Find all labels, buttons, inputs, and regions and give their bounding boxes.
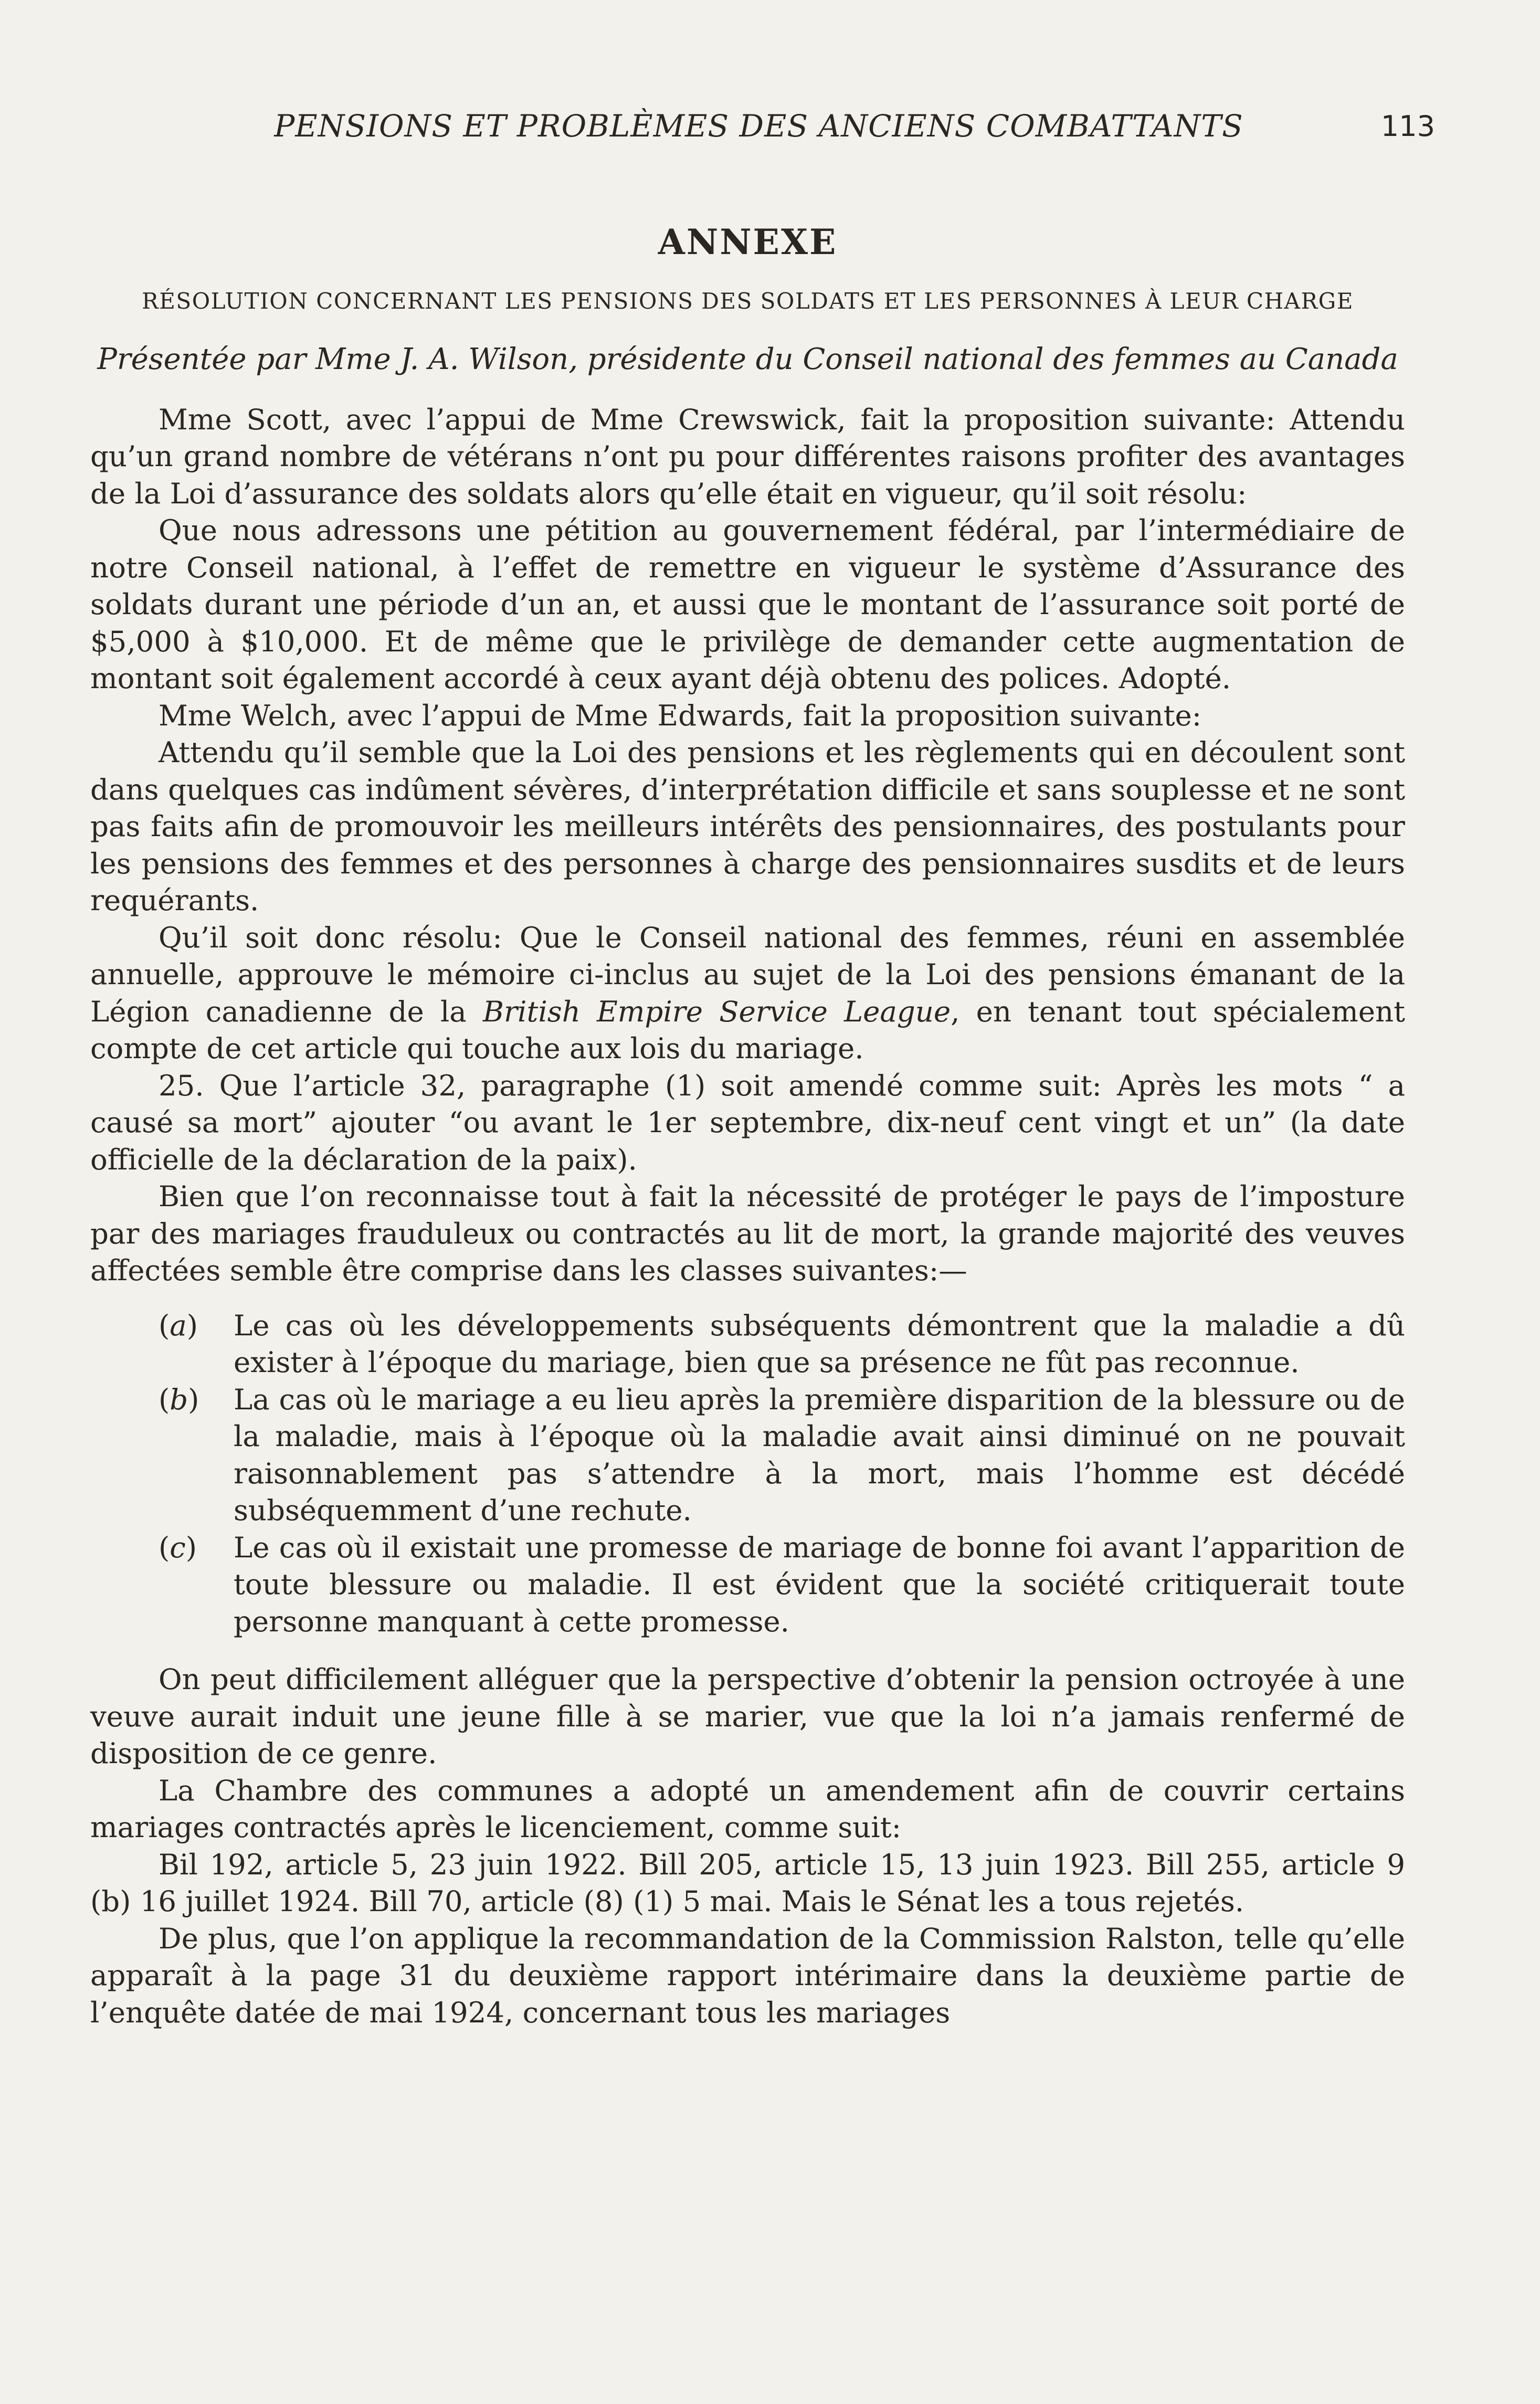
list-marker: (b) — [159, 1382, 199, 1416]
list-item-text: Le cas où il existait une promesse de mariage de bonne foi avant l’apparition de toute blessure ou maladie. Il est évident que la société critiquerait toute personne manquant à cette promesse. — [234, 1530, 1405, 1638]
list-marker: (a) — [159, 1308, 198, 1342]
paragraph: Mme Scott, avec l’appui de Mme Crewswick, fait la proposition suivante: Attendu qu’un grand nombre de vétérans n’ont pu pour différentes raisons profiter des avantages de la Loi d’assurance des soldats alors qu’elle était en vigueur, qu’il soit résolu: — [90, 402, 1405, 510]
league-text-after: , en tenant tout spécialement compte de cet article qui touche aux lois du mariage. — [90, 994, 1406, 1066]
running-header — [89, 100, 1451, 152]
league-text-before: Qu’il soit donc résolu: Que le Conseil national des femmes, réuni en assemblée annuelle, approuve le mémoire ci-inclus au sujet de la Loi des pensions émanant de la Légion canadienne de la — [90, 920, 1405, 1028]
paragraph: Bil 192, article 5, 23 juin 1922. Bill 205, article 15, 13 juin 1923. Bill 255, article 9 (b) 16 juillet 1924. Bill 70, article (8) (1) 5 mai. Mais le Sénat les a tous rejetés. — [90, 1847, 1405, 1918]
paragraph: Que nous adressons une pétition au gouvernement fédéral, par l’intermédiaire de notre Conseil national, à l’effet de remettre en vigueur le système d’Assurance des soldats durant une période d’un an, et aussi que le montant de l’assurance soit porté de $5,000 à $10,000. Et de même que le privilège de demander cette augmentation de montant soit également accordé à ceux ayant déjà obtenu des polices. Adopté. — [90, 513, 1405, 695]
list-item — [90, 1529, 1405, 1640]
paragraph: Mme Welch, avec l’appui de Mme Edwards, fait la proposition suivante: — [159, 698, 1202, 732]
annex-title: ANNEXE — [658, 222, 838, 262]
paragraph-league — [90, 919, 1405, 1067]
paragraph: De plus, que l’on applique la recommandation de la Commission Ralston, telle qu’elle apparaît à la page 31 du deuxième rapport intérimaire dans la deuxième partie de l’enquête datée de mai 1924, concernant tous les mariages — [90, 1921, 1405, 2029]
list-item-text: La cas où le mariage a eu lieu après la première disparition de la blessure ou de la maladie, mais à l’époque où la maladie avait ainsi diminué on ne pouvait raisonnablement pas s’attendre à la mort, mais l’homme est décédé subséquemment d’une rechute. — [234, 1382, 1405, 1527]
list-marker: (c) — [159, 1530, 197, 1564]
list-item-text: Le cas où les développements subséquents démontrent que la maladie a dû exister à l’époque du mariage, bien que sa présence ne fût pas reconnue. — [234, 1308, 1405, 1379]
list-item — [90, 1381, 1405, 1529]
resolution-title: RÉSOLUTION CONCERNANT LES PENSIONS DES SOLDATS ET LES PERSONNES À LEUR CHARGE — [142, 288, 1354, 314]
list-item — [90, 1307, 1405, 1381]
paragraph: 25. Que l’article 32, paragraphe (1) soit amendé comme suit: Après les mots “ a causé sa mort” ajouter “ou avant le 1er septembre, dix-neuf cent vingt et un” (la date officielle de la déclaration de la paix). — [90, 1068, 1405, 1176]
body-text — [90, 223, 1405, 2031]
running-title: PENSIONS ET PROBLÈMES DES ANCIENS COMBATTANTS — [274, 108, 1243, 144]
page-number: 113 — [1380, 109, 1435, 143]
paragraph: La Chambre des communes a adopté un amendement afin de couvrir certains mariages contractés après le licenciement, comme suit: — [90, 1773, 1405, 1844]
presented-by-line: Présentée par Mme J. A. Wilson, présidente du Conseil national des femmes au Canada — [97, 342, 1398, 376]
paragraph: On peut difficilement alléguer que la perspective d’obtenir la pension octroyée à une veuve aurait induit une jeune fille à se marier, vue que la loi n’a jamais renfermé de disposition de ce genre. — [90, 1662, 1405, 1770]
cases-list — [90, 1307, 1405, 1640]
paragraph: Attendu qu’il semble que la Loi des pensions et les règlements qui en découlent sont dans quelques cas indûment sévères, d’interprétation difficile et sans souplesse et ne sont pas faits afin de promouvoir les meilleurs intérêts des pensionnaires, des postulants pour les pensions des femmes et des personnes à charge des pensionnaires susdits et de leurs requérants. — [90, 735, 1405, 918]
league-name-italic: British Empire Service League — [482, 994, 951, 1028]
paragraph: Bien que l’on reconnaisse tout à fait la nécessité de protéger le pays de l’imposture par des mariages frauduleux ou contractés au lit de mort, la grande majorité des veuves affectées semble être comprise dans les classes suivantes:— — [90, 1179, 1405, 1288]
